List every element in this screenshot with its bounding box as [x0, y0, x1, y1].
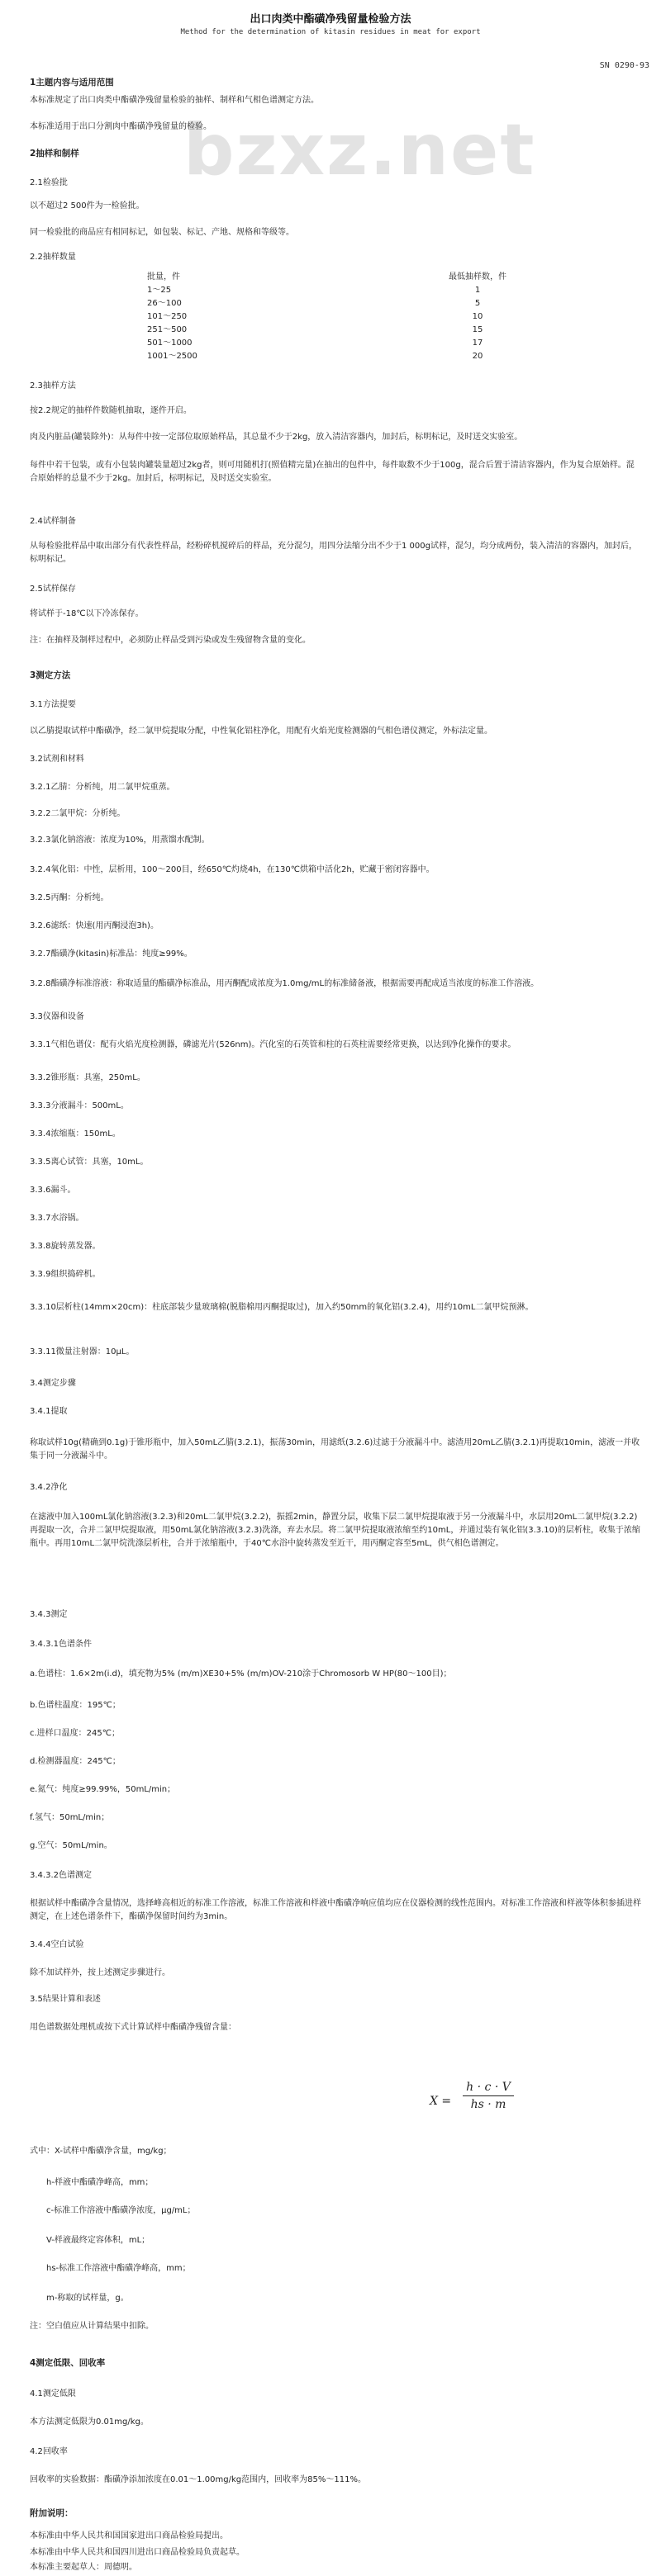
variable-definition: h-样液中酯磺净峰高，mm；	[46, 2178, 154, 2187]
standard-number: SN 0290-93	[599, 61, 649, 70]
section-heading: 4测定低限、回收率	[30, 2358, 106, 2368]
paragraph: 3.3.3分液漏斗：500mL。	[30, 1101, 129, 1110]
paragraph: 3.3.6漏斗。	[30, 1186, 76, 1195]
variable-definition: V-样液最终定容体积，mL；	[46, 2236, 150, 2245]
paragraph: 本标准适用于出口分割肉中酯磺净残留量的检验。	[30, 122, 212, 131]
table-cell: 501～1000	[147, 339, 193, 348]
paragraph: 3.3.5离心试管：具塞，10mL。	[30, 1158, 149, 1167]
paragraph: 式中：X-试样中酯磺净含量，mg/kg；	[30, 2147, 172, 2156]
subsection-heading: 3.4.3.2色谱测定	[30, 1871, 92, 1880]
list-item: g.空气：50mL/min。	[30, 1841, 112, 1850]
formula-denominator: hs · m	[470, 2098, 506, 2111]
paragraph: 3.2.3氯化钠溶液：浓度为10%，用蒸馏水配制。	[30, 836, 210, 845]
paragraph: 按2.2规定的抽样件数随机抽取，逐件开启。	[30, 406, 192, 415]
table-cell: 1001～2500	[147, 352, 197, 361]
paragraph: 本标准由中华人民共和国国家进出口商品检验局提出。	[30, 2531, 228, 2540]
paragraph: 将试样于-18℃以下冷冻保存。	[30, 609, 144, 618]
subsection-heading: 3.4测定步骤	[30, 1379, 76, 1388]
paragraph: 称取试样10g(精确到0.1g)于锥形瓶中，加入50mL乙腈(3.2.1)，振荡30min，用滤纸(3.2.6)过滤于分液漏斗中。滤渣用20mL乙腈(3.2.1)再提取10min，滤液一并收集于同一分液漏斗中。	[30, 1438, 640, 1461]
section-heading: 2抽样和制样	[30, 149, 79, 159]
subsection-heading: 3.2试剂和材料	[30, 755, 84, 764]
section-heading: 1主题内容与适用范围	[30, 78, 114, 88]
section-heading: 3测定方法	[30, 670, 71, 680]
paragraph: 以不超过2 500件为一检验批。	[30, 201, 145, 211]
sampling-table	[140, 271, 570, 363]
subsection-heading: 3.3仪器和设备	[30, 1012, 84, 1021]
paragraph: 注：空白值应从计算结果中扣除。	[30, 2322, 154, 2331]
subsection-heading: 4.2回收率	[30, 2447, 68, 2456]
table-row	[140, 350, 570, 363]
table-cell: 10	[472, 312, 483, 321]
list-item: b.色谱柱温度：195℃；	[30, 1701, 121, 1710]
variable-definition: c-标准工作溶液中酯磺净浓度，μg/mL；	[46, 2206, 196, 2215]
paragraph: 本标准由中华人民共和国四川进出口商品检验局负责起草。	[30, 2548, 245, 2557]
paragraph: 从每检验批样品中取出部分有代表性样品，经粉碎机搅碎后的样品，充分混匀，用四分法缩分出不少于1 000g试样，混匀，均分成两份，装入清洁的容器内，加封后，标明标记。	[30, 542, 637, 564]
list-item: f.氢气：50mL/min；	[30, 1813, 110, 1822]
subsection-heading: 2.4试样制备	[30, 517, 76, 526]
table-cell: 251～500	[147, 325, 188, 334]
table-row	[140, 337, 570, 350]
table-cell: 15	[472, 325, 483, 334]
subsection-heading: 3.4.1提取	[30, 1407, 68, 1416]
table-row	[140, 297, 570, 310]
paragraph: 同一检验批的商品应有相同标记，如包装、标记、产地、规格和等级等。	[30, 228, 294, 237]
subsection-heading: 3.4.3.1色谱条件	[30, 1640, 92, 1649]
subsection-heading: 2.1检验批	[30, 178, 68, 187]
table-cell: 5	[474, 299, 481, 308]
paragraph: 3.3.1气相色谱仪：配有火焰光度检测器，磷滤光片(526nm)。汽化室的石英管和柱的石英柱需要经常更换，以达到净化操作的要求。	[30, 1040, 516, 1049]
formula-fraction	[463, 2081, 514, 2111]
paragraph: 3.3.9组织捣碎机。	[30, 1270, 101, 1279]
variable-definition: hs-标准工作溶液中酯磺净峰高，mm；	[46, 2264, 191, 2273]
subsection-heading: 4.1测定低限	[30, 2389, 76, 2398]
paragraph: 用色谱数据处理机或按下式计算试样中酯磺净残留含量：	[30, 2023, 236, 2032]
table-header-cell: 批量，件	[147, 272, 180, 282]
subsection-heading: 2.2抽样数量	[30, 253, 76, 262]
paragraph: 回收率的实验数据：酯磺净添加浓度在0.01～1.00mg/kg范围内，回收率为85%～111%。	[30, 2475, 366, 2484]
table-cell: 20	[472, 352, 483, 361]
table-row	[140, 284, 570, 297]
table-header-cell: 最低抽样数，件	[449, 272, 506, 282]
paragraph: 每件中若干包装，或有小包装肉罐装量超过2kg者，则可用随机打(照值精完量)在抽出的包件中，每件取数不少于100g，混合后置于清洁容器内，作为复合原始样。混合原始样的总量不少于2kg。加封后，标明标记，及时送交实验室。	[30, 461, 635, 483]
list-item: a.色谱柱：1.6×2m(i.d)，填充物为5% (m/m)XE30+5% (m/m)OV-210涂于Chromosorb W HP(80～100目)；	[30, 1669, 452, 1679]
subsection-heading: 3.1方法提要	[30, 700, 76, 709]
paragraph: 3.3.7水浴锅。	[30, 1214, 84, 1223]
subsection-heading: 3.4.3测定	[30, 1610, 68, 1619]
list-item: d.检测器温度：245℃；	[30, 1757, 121, 1766]
subsection-heading: 3.5结果计算和表述	[30, 1995, 101, 2004]
paragraph: 3.2.6滤纸：快速(用丙酮浸泡3h)。	[30, 921, 159, 930]
subsection-heading: 2.5试样保存	[30, 585, 76, 594]
paragraph: 3.3.8旋转蒸发器。	[30, 1242, 101, 1251]
list-item: c.进样口温度：245℃；	[30, 1729, 120, 1738]
paragraph: 本标准规定了出口肉类中酯磺净残留量检验的抽样、制样和气相色谱测定方法。	[30, 96, 319, 105]
paragraph: 3.2.7酯磺净(kitasin)标准品：纯度≥99%。	[30, 949, 193, 959]
calculation-formula	[430, 2081, 595, 2127]
formula-lhs: X =	[430, 2095, 452, 2108]
table-cell: 17	[472, 339, 483, 348]
paragraph: 3.3.2锥形瓶：具塞，250mL。	[30, 1073, 145, 1082]
subsection-heading: 3.4.2净化	[30, 1483, 68, 1492]
paragraph: 肉及内脏品(罐装除外)：从每件中按一定部位取原始样品，其总量不少于2kg，放入清洁容器内，加封后，标明标记，及时送交实验室。	[30, 433, 523, 442]
document-title: 出口肉类中酯磺净残留量检验方法	[250, 13, 411, 26]
paragraph: 在滤液中加入100mL氯化钠溶液(3.2.3)和20mL二氯甲烷(3.2.2)，振摇2min，静置分层，收集下层二氯甲烷提取液于另一分液漏斗中，水层用20mL二氯甲烷(3.2.2)再提取一次，合并二氯甲烷提取液，用50mL氯化钠溶液(3.2.3)洗涤，弃去水层。将二氯甲烷提取液浓缩至约10mL，并通过装有氧化铝(3.3.10)的层析柱，收集于浓缩瓶中。再用10mL二氯甲烷洗涤层析柱，合并于浓缩瓶中，于40℃水浴中旋转蒸发至近干，用丙酮定容至5mL，供气相色谱测定。	[30, 1513, 640, 1548]
paragraph: 本方法测定低限为0.01mg/kg。	[30, 2417, 149, 2427]
table-cell: 26～100	[147, 299, 182, 308]
table-header-row	[140, 271, 570, 284]
paragraph: 本标准主要起草人：周德明。	[30, 2563, 137, 2572]
paragraph: 3.2.8酯磺净标准溶液：称取适量的酯磺净标准品，用丙酮配成浓度为1.0mg/mL的标准储备液，根据需要再配成适当浓度的标准工作溶液。	[30, 979, 540, 988]
variable-definition: m-称取的试样量，g。	[46, 2294, 129, 2303]
paragraph: 3.3.10层析柱(14mm×20cm)：柱底部装少量玻璃棉(脱脂棉用丙酮提取过)，加入约50mm的氧化铝(3.2.4)，用约10mL二氯甲烷预淋。	[30, 1303, 534, 1312]
table-cell: 1	[474, 286, 481, 295]
paragraph: 3.2.4氧化铝：中性，层析用，100～200目，经650℃灼烧4h，在130℃烘箱中活化2h，贮藏于密闭容器中。	[30, 865, 435, 874]
paragraph: 3.2.5丙酮：分析纯。	[30, 893, 109, 902]
paragraph: 3.3.11微量注射器：10μL。	[30, 1347, 135, 1357]
paragraph: 除不加试样外，按上述测定步骤进行。	[30, 1968, 170, 1977]
table-row	[140, 324, 570, 337]
formula-numerator: h · c · V	[463, 2081, 514, 2096]
table-cell: 101～250	[147, 312, 188, 321]
paragraph: 3.3.4浓缩瓶：150mL。	[30, 1129, 121, 1139]
paragraph: 3.2.2二氯甲烷：分析纯。	[30, 809, 126, 818]
paragraph: 以乙腈提取试样中酯磺净，经二氯甲烷提取分配，中性氧化铝柱净化，用配有火焰光度检测器的气相色谱仪测定，外标法定量。	[30, 727, 492, 736]
paragraph: 3.2.1乙腈：分析纯，用二氯甲烷重蒸。	[30, 783, 175, 792]
document-subtitle: Method for the determination of kitasin residues in meat for export	[180, 28, 481, 36]
paragraph: 根据试样中酯磺净含量情况，选择峰高相近的标准工作溶液，标准工作溶液和样液中酯磺净响应值均应在仪器检测的线性范围内。对标准工作溶液和样液等体积参插进样测定，在上述色谱条件下，酯磺净保留时间约为3min。	[30, 1899, 641, 1921]
section-heading: 附加说明：	[30, 2508, 74, 2518]
paragraph: 注：在抽样及制样过程中，必须防止样品受到污染或发生残留物含量的变化。	[30, 636, 311, 645]
table-cell: 1～25	[147, 286, 172, 295]
subsection-heading: 3.4.4空白试验	[30, 1940, 84, 1949]
table-row	[140, 310, 570, 324]
watermark: bzxz.net	[183, 109, 536, 192]
list-item: e.氮气：纯度≥99.99%，50mL/min；	[30, 1785, 176, 1794]
subsection-heading: 2.3抽样方法	[30, 381, 76, 391]
